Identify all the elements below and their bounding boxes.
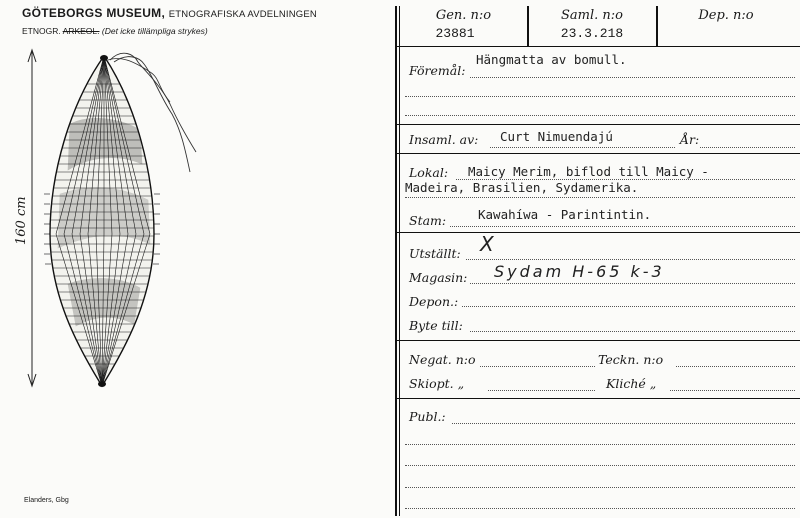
printer-imprint: Elanders, Gbg <box>24 497 69 504</box>
stam-dots <box>450 226 795 227</box>
museum-name: GÖTEBORGS MUSEUM, <box>22 6 166 20</box>
form-left-border <box>395 6 397 516</box>
category-note: (Det icke tillämpliga strykes) <box>101 26 208 36</box>
lokal-dots-1 <box>456 179 795 180</box>
byte-dots <box>470 331 795 332</box>
publ-dots-3 <box>405 465 795 466</box>
category-line <box>22 26 208 36</box>
lokal-label: Lokal: <box>409 165 449 180</box>
foremal-label: Föremål: <box>409 63 466 78</box>
skiopt-label: Skiopt. „ <box>409 376 465 391</box>
insaml-value: Curt Nimuendajú <box>500 129 613 144</box>
depon-dots <box>462 306 795 307</box>
gen-no-value: 23881 <box>435 26 475 41</box>
lokal-value-line2: Madeira, Brasilien, Sydamerika. <box>405 180 639 195</box>
stam-value: Kawahíwa - Parintintin. <box>478 207 652 222</box>
category-etnogr: ETNOGR. <box>22 26 61 36</box>
negat-label: Negat. n:o <box>409 352 476 367</box>
teckn-dots <box>676 366 795 367</box>
kliche-dots <box>670 390 795 391</box>
rule-after-stam <box>397 232 800 233</box>
utstallt-label: Utställt: <box>409 246 461 261</box>
utstallt-dots <box>466 259 795 260</box>
publ-label: Publ.: <box>409 409 446 424</box>
foremal-dots-3 <box>405 115 795 116</box>
foremal-dots-2 <box>405 96 795 97</box>
foremal-dots-1 <box>470 77 795 78</box>
utstallt-mark: X <box>480 232 497 256</box>
insaml-dots <box>490 147 675 148</box>
rule-after-byte <box>397 340 800 341</box>
museum-header <box>22 6 317 20</box>
category-arkeol: ARKEOL. <box>62 26 100 36</box>
saml-no-label: Saml. n:o <box>561 8 623 23</box>
kliche-label: Kliché „ <box>606 376 657 391</box>
skiopt-dots <box>488 390 595 391</box>
header-rule <box>397 46 800 47</box>
saml-no-value: 23.3.218 <box>560 26 624 41</box>
insaml-label: Insaml. av: <box>409 132 479 147</box>
magasin-label: Magasin: <box>409 270 468 285</box>
form-left-border-inner <box>399 6 400 516</box>
publ-dots-5 <box>405 508 795 509</box>
publ-dots-1 <box>452 423 795 424</box>
rule-after-insaml <box>397 153 800 154</box>
lokal-value-line1: Maicy Merim, biflod till Maicy - <box>468 164 709 179</box>
rule-after-kliche <box>397 398 800 399</box>
negat-dots <box>480 366 595 367</box>
ar-label: År: <box>680 132 700 147</box>
depon-label: Depon.: <box>409 294 459 309</box>
rule-after-foremal <box>397 124 800 125</box>
byte-label: Byte till: <box>409 318 463 333</box>
foremal-value: Hängmatta av bomull. <box>476 52 627 67</box>
publ-dots-4 <box>405 487 795 488</box>
hammock-drawing <box>10 44 200 404</box>
teckn-label: Teckn. n:o <box>598 352 664 367</box>
department-name: ETNOGRAFISKA AVDELNINGEN <box>168 9 317 20</box>
lokal-dots-2 <box>405 197 795 198</box>
stam-label: Stam: <box>409 213 447 228</box>
publ-dots-2 <box>405 444 795 445</box>
magasin-dots <box>470 283 795 284</box>
magasin-value: Sydam H-65 k-3 <box>494 262 665 281</box>
ar-dots <box>700 147 795 148</box>
gen-no-label: Gen. n:o <box>435 8 492 23</box>
dep-no-label: Dep. n:o <box>698 8 754 23</box>
size-annotation: 160 cm <box>14 196 29 245</box>
